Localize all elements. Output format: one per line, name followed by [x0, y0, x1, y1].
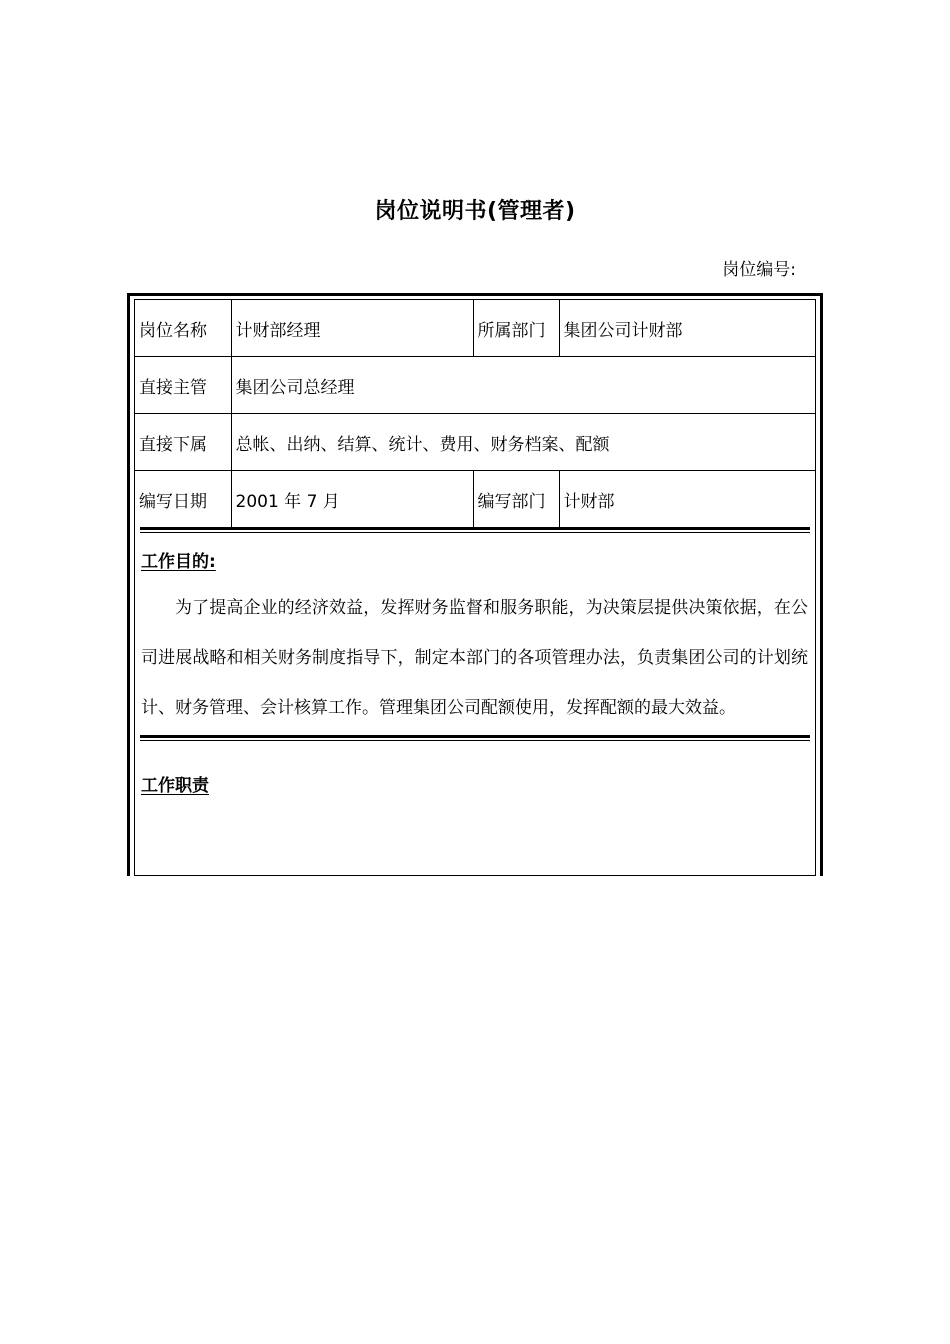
direct-supervisor-value: 集团公司总经理 [231, 357, 815, 414]
direct-subordinates-value: 总帐、出纳、结算、统计、费用、财务档案、配额 [231, 414, 815, 471]
form-inner-frame [134, 299, 816, 876]
info-table [135, 300, 815, 527]
written-date-value: 2001 年 7 月 [231, 471, 473, 528]
table-row [135, 357, 815, 414]
written-department-value: 计财部 [563, 491, 615, 512]
written-department-label: 编写部门 [473, 471, 559, 528]
table-row [135, 414, 815, 471]
document-title: 岗位说明书(管理者) [374, 199, 576, 224]
table-row [135, 300, 815, 357]
work-purpose-heading: 工作目的: [141, 552, 216, 572]
department-label: 所属部门 [473, 300, 559, 357]
work-purpose-text: 为了提高企业的经济效益，发挥财务监督和服务职能，为决策层提供决策依据，在公司进展战略和相关财务制度指导下，制定本部门的各项管理办法，负责集团公司的计划统计、财务管理、会计核算工作。管理集团公司配额使用，发挥配额的最大效益。 [141, 598, 808, 718]
post-number-label: 岗位编号: [722, 260, 796, 280]
post-name-value: 计财部经理 [231, 300, 473, 357]
work-duties-heading: 工作职责 [141, 776, 209, 796]
table-row [135, 471, 815, 528]
post-name-label: 岗位名称 [135, 300, 231, 357]
direct-subordinates-label: 直接下属 [135, 414, 231, 471]
work-purpose-section [135, 533, 815, 733]
direct-supervisor-label: 直接主管 [135, 357, 231, 414]
work-duties-section [135, 741, 815, 796]
department-value: 集团公司计财部 [559, 300, 815, 357]
written-date-label: 编写日期 [135, 471, 231, 528]
job-description-form [127, 293, 823, 876]
